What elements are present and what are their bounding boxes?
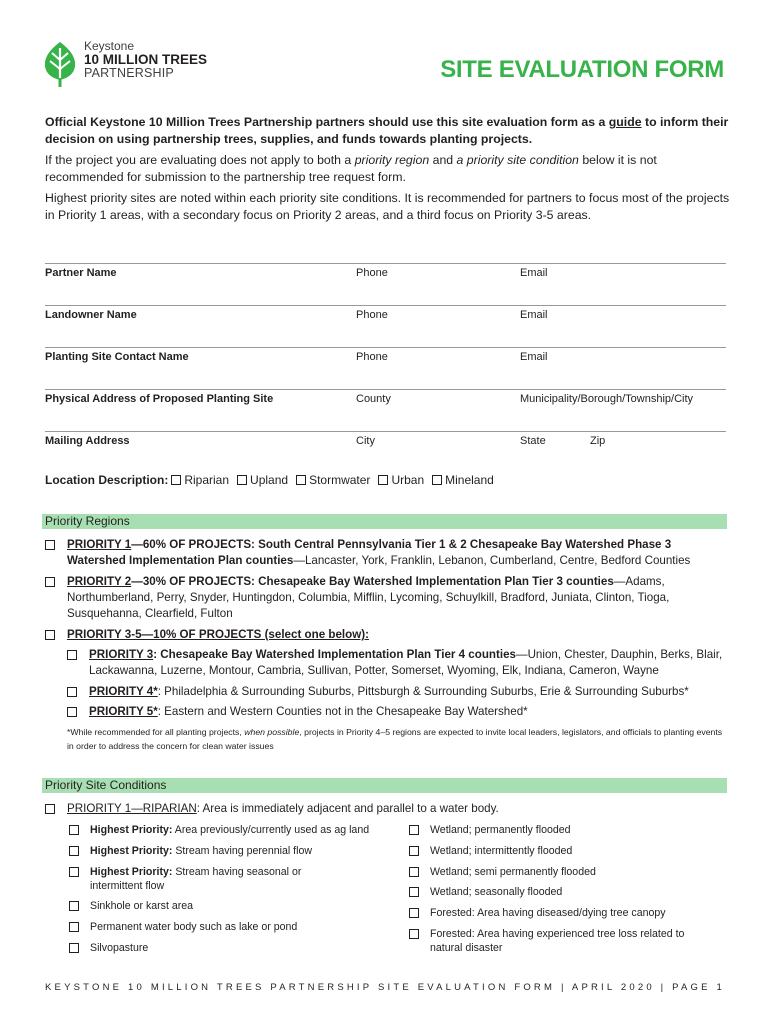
partnership-logo	[42, 40, 207, 88]
field-row-mailing-address[interactable]: Mailing Address City State Zip	[45, 431, 726, 473]
checkbox[interactable]	[378, 475, 388, 485]
page-footer: KEYSTONE 10 MILLION TREES PARTNERSHIP SITE EVALUATION FORM | APRIL 2020 | PAGE 1	[45, 982, 725, 993]
checkbox[interactable]	[409, 887, 419, 897]
checkbox[interactable]	[69, 922, 79, 932]
priority-regions-heading: Priority Regions	[42, 514, 727, 529]
checkbox[interactable]	[409, 867, 419, 877]
location-option-mineland[interactable]: Mineland	[432, 473, 494, 487]
site-condition-seasonal-stream[interactable]: Highest Priority: Stream having seasonal or intermittent flow	[69, 865, 324, 893]
checkbox[interactable]	[67, 687, 77, 697]
form-title: SITE EVALUATION FORM	[440, 56, 724, 83]
site-condition-forest-diseased[interactable]: Forested: Area having diseased/dying tree canopy	[409, 906, 719, 920]
location-option-stormwater[interactable]: Stormwater	[296, 473, 370, 487]
checkbox[interactable]	[67, 707, 77, 717]
checkbox[interactable]	[409, 825, 419, 835]
checkbox[interactable]	[409, 929, 419, 939]
contact-fields	[45, 263, 726, 473]
checkbox[interactable]	[171, 475, 181, 485]
site-condition-silvopasture[interactable]: Silvopasture	[69, 941, 389, 955]
checkbox[interactable]	[45, 577, 55, 587]
priority-region-3-5[interactable]: PRIORITY 3-5—10% OF PROJECTS (select one below):	[45, 627, 730, 643]
intro-paragraph-2: If the project you are evaluating does not apply to both a priority region and a priority site condition below it is not recommended for submission to the partnership tree request form.	[45, 153, 657, 184]
checkbox[interactable]	[69, 846, 79, 856]
logo-line-1: Keystone	[84, 39, 135, 53]
checkbox[interactable]	[45, 540, 55, 550]
priority-region-3[interactable]: PRIORITY 3: Chesapeake Bay Watershed Implementation Plan Tier 4 counties—Union, Chester, Dauphin, Berks, Blair, Lackawanna, Luzerne, Montour, Cambria, Sullivan, Potter, Somerset, Wyoming, Elk, Indiana, Cameron, Wayne	[67, 647, 727, 679]
tree-leaf-icon	[42, 40, 78, 88]
field-row-landowner[interactable]: Landowner Name Phone Email	[45, 305, 726, 347]
checkbox[interactable]	[409, 908, 419, 918]
location-option-upland[interactable]: Upland	[237, 473, 288, 487]
priority-region-2[interactable]: PRIORITY 2—30% OF PROJECTS: Chesapeake Bay Watershed Implementation Plan Tier 3 counties—Adams, Northumberland, Perry, Snyder, Huntingdon, Columbia, Mifflin, Lycoming, Schuylkill, Bradford, Juniata, Clinton, Tioga, Susquehanna, Clearfield, Fulton	[45, 574, 730, 622]
checkbox[interactable]	[432, 475, 442, 485]
site-condition-wetland-intermittent[interactable]: Wetland; intermittently flooded	[409, 844, 719, 858]
checkbox[interactable]	[409, 846, 419, 856]
site-condition-wetland-seasonal[interactable]: Wetland; seasonally flooded	[409, 885, 719, 899]
checkbox[interactable]	[69, 901, 79, 911]
intro-paragraph-1: Official Keystone 10 Million Trees Partnership partners should use this site evaluation form as a guide to inform their decision on using partnership trees, supplies, and funds towards planting projects.	[45, 115, 729, 146]
location-option-urban[interactable]: Urban	[378, 473, 424, 487]
priority-footnote: *While recommended for all planting projects, when possible, projects in Priority 4–5 regions are expected to invite local leaders, legislators, and officials to planting events in order to address the concern for clean water issues	[67, 727, 723, 751]
priority-region-5[interactable]: PRIORITY 5*: Eastern and Western Counties not in the Chesapeake Bay Watershed*	[67, 704, 727, 720]
checkbox[interactable]	[296, 475, 306, 485]
location-option-riparian[interactable]: Riparian	[171, 473, 229, 487]
guide-link[interactable]: guide	[608, 115, 642, 129]
logo-line-3: PARTNERSHIP	[84, 65, 174, 80]
site-condition-sinkhole[interactable]: Sinkhole or karst area	[69, 899, 389, 913]
site-condition-perennial-stream[interactable]: Highest Priority: Stream having perennial flow	[69, 844, 389, 858]
priority-region-1[interactable]: PRIORITY 1—60% OF PROJECTS: South Central Pennsylvania Tier 1 & 2 Chesapeake Bay Watershed Phase 3 Watershed Implementation Plan counties—Lancaster, York, Franklin, Lebanon, Cumberland, Centre, Bedford Counties	[45, 537, 730, 569]
field-row-partner[interactable]: Partner Name Phone Email	[45, 263, 726, 305]
logo-line-2: 10 MILLION TREES	[84, 51, 208, 67]
checkbox[interactable]	[45, 804, 55, 814]
checkbox[interactable]	[67, 650, 77, 660]
location-label: Location Description:	[45, 473, 169, 487]
site-condition-forest-disaster[interactable]: Forested: Area having experienced tree loss related to natural disaster	[409, 927, 709, 955]
checkbox[interactable]	[69, 867, 79, 877]
intro-paragraph-3: Highest priority sites are noted within each priority site conditions. It is recommended for partners to focus most of the projects in Priority 1 areas, with a secondary focus on Priority 2 areas, and a third focus on Priority 3-5 areas.	[45, 191, 730, 222]
location-description	[45, 473, 502, 487]
priority-site-conditions-heading: Priority Site Conditions	[42, 778, 727, 793]
field-row-site-contact[interactable]: Planting Site Contact Name Phone Email	[45, 347, 726, 389]
site-condition-wetland-semi-permanent[interactable]: Wetland; semi permanently flooded	[409, 865, 719, 879]
priority-region-4[interactable]: PRIORITY 4*: Philadelphia & Surrounding Suburbs, Pittsburgh & Surrounding Suburbs, Erie & Surrounding Suburbs*	[67, 684, 727, 700]
field-row-physical-address[interactable]: Physical Address of Proposed Planting Site County Municipality/Borough/Township/City	[45, 389, 726, 431]
site-condition-ag-land[interactable]: Highest Priority: Area previously/currently used as ag land	[69, 823, 389, 837]
checkbox[interactable]	[69, 943, 79, 953]
checkbox[interactable]	[69, 825, 79, 835]
site-condition-wetland-permanent[interactable]: Wetland; permanently flooded	[409, 823, 719, 837]
site-condition-water-body[interactable]: Permanent water body such as lake or pond	[69, 920, 389, 934]
checkbox[interactable]	[45, 630, 55, 640]
site-priority-1-riparian[interactable]: PRIORITY 1—RIPARIAN: Area is immediately adjacent and parallel to a water body.	[45, 801, 730, 817]
intro-section	[45, 114, 730, 228]
checkbox[interactable]	[237, 475, 247, 485]
